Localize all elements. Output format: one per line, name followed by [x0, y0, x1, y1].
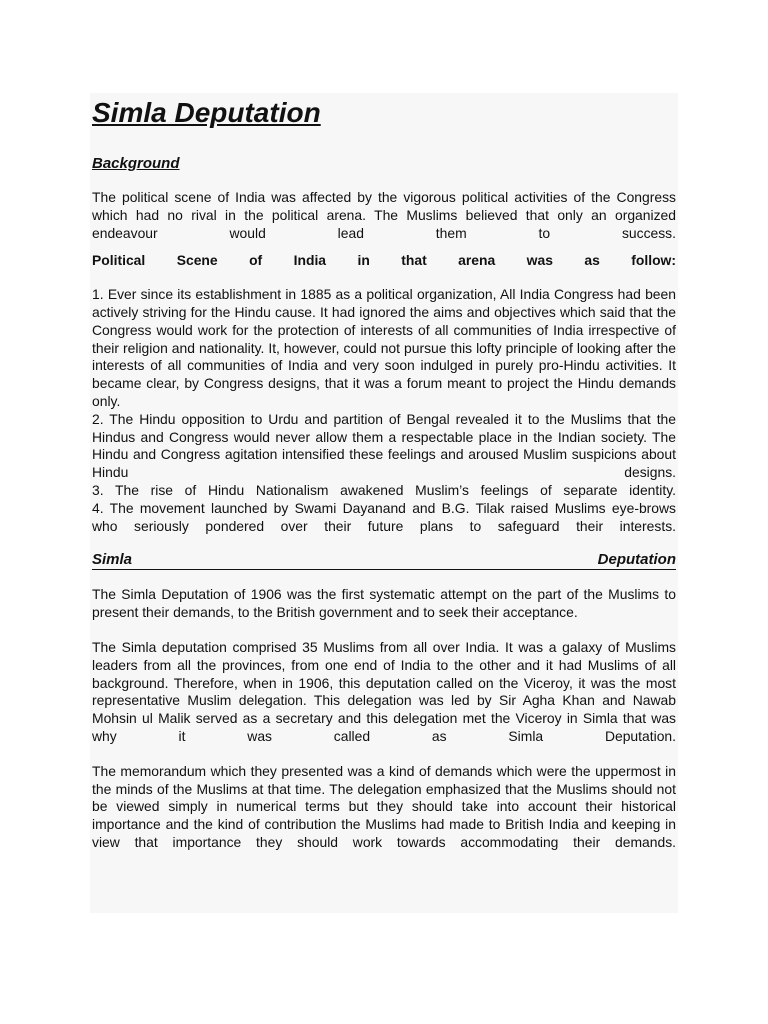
simla-deputation-heading	[92, 551, 676, 570]
background-paragraph: The political scene of India was affected by the vigorous political activities of the Congress which had no rival in the political arena. The Muslims believed that only an organized endeavour would lead them to success.	[92, 189, 676, 241]
simla-heading-left: Simla	[92, 551, 133, 569]
document-page	[90, 93, 678, 913]
list-item: 4. The movement launched by Swami Dayanand and B.G. Tilak raised Muslims eye-brows who seriously pondered over their future plans to safeguard their interests.	[92, 499, 676, 534]
political-scene-heading: Political Scene of India in that arena was as follow:	[92, 252, 676, 269]
simla-heading-right: Deputation	[597, 551, 676, 569]
page-title: Simla Deputation	[92, 97, 321, 128]
background-heading: Background	[92, 155, 180, 172]
list-item: 2. The Hindu opposition to Urdu and partition of Bengal revealed it to the Muslims that the Hindus and Congress would never allow them a respectable place in the Indian society. The Hindu and Congress agitation intensified these feelings and aroused Muslim suspicions about Hindu designs.	[92, 410, 676, 481]
document-content	[90, 93, 678, 852]
political-scene-list	[92, 286, 676, 535]
list-item: 1. Ever since its establishment in 1885 as a political organization, All India Congress had been actively striving for the Hindu cause. It had ignored the aims and objectives which said that the Congress would work for the protection of interests of all communities of India irrespective of their religion and nationality. It, however, could not pursue this lofty principle of looking after the interests of all communities of India and very soon indulged in purely pro-Hindu activities. It became clear, by Congress designs, that it was a forum meant to project the Hindu demands only.	[92, 286, 676, 409]
simla-paragraph-2: The Simla deputation comprised 35 Muslims from all over India. It was a galaxy of Muslims leaders from all the provinces, from one end of India to the other and it had Muslims of all background. Therefore, when in 1906, this deputation called on the Viceroy, it was the most representative Muslim delegation. This delegation was led by Sir Agha Khan and Nawab Mohsin ul Malik served as a secretary and this delegation met the Viceroy in Simla that was why it was called as Simla Deputation.	[92, 638, 676, 744]
simla-paragraph-1: The Simla Deputation of 1906 was the first systematic attempt on the part of the Muslims to present their demands, to the British government and to seek their acceptance.	[92, 586, 676, 621]
simla-paragraph-3: The memorandum which they presented was a kind of demands which were the uppermost in the minds of the Muslims at that time. The delegation emphasized that the Muslims should not be viewed simply in numerical terms but they should take into account their historical importance and the kind of contribution the Muslims had made to British India and keeping in view that importance they should work towards accommodating their demands.	[92, 762, 676, 850]
list-item: 3. The rise of Hindu Nationalism awakened Muslim’s feelings of separate identity.	[92, 481, 676, 498]
